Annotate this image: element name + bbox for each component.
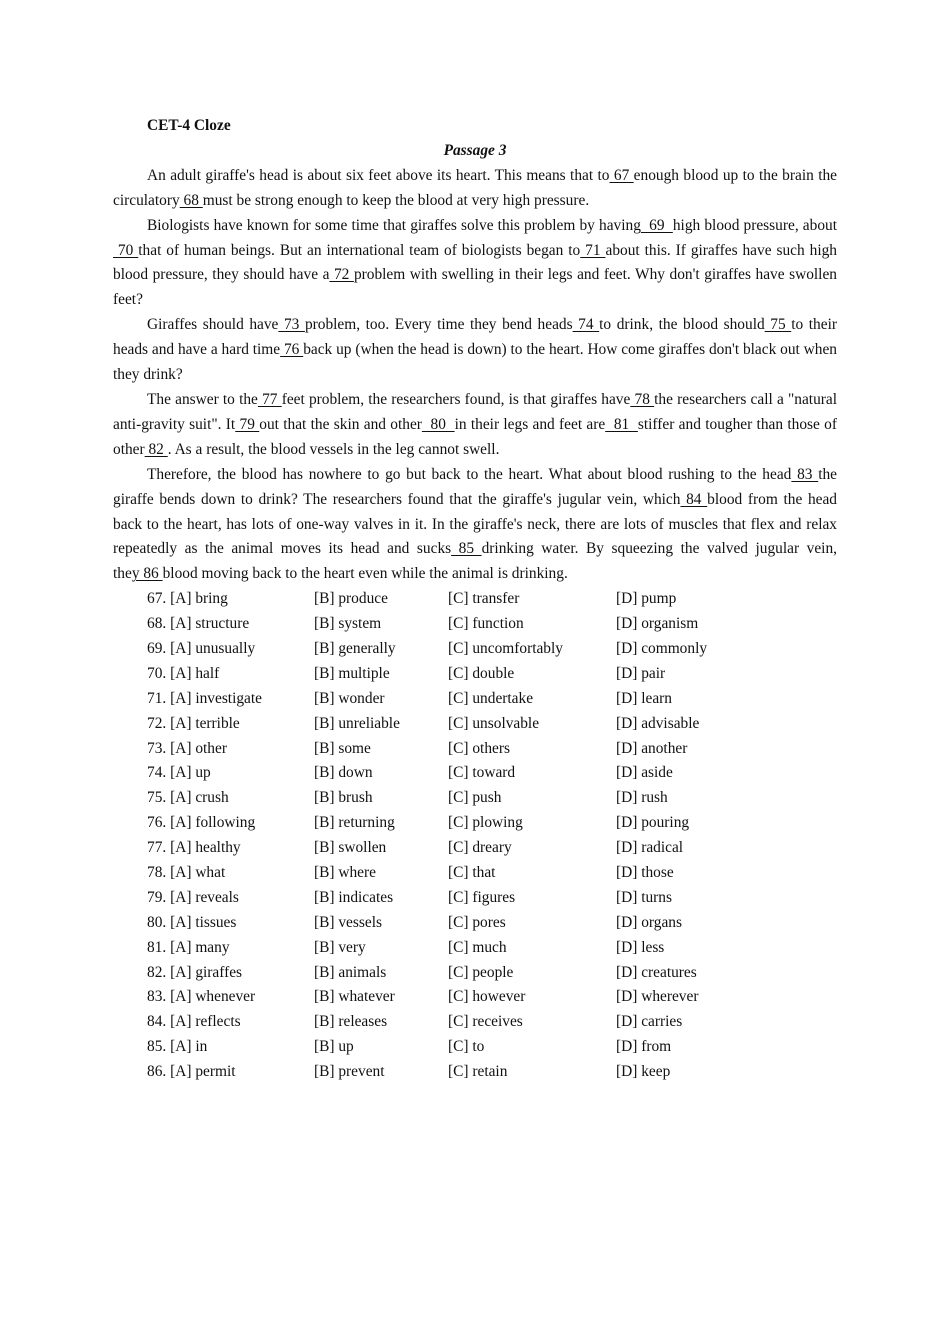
option-c: [C] others [448, 739, 510, 757]
option-d: [D] radical [616, 839, 684, 857]
option-b: [B] prevent [314, 1063, 385, 1081]
question-row [113, 886, 837, 911]
passage-text: The answer to the [147, 390, 258, 408]
option-b: [B] very [314, 938, 366, 956]
option-b: [B] unreliable [314, 714, 400, 732]
question-row [113, 612, 837, 637]
passage-text: high blood pressure, about [672, 216, 837, 234]
passage-text: about this. If giraffes have such high blood pressure, they should have a [113, 241, 837, 284]
blank-number: 69 [640, 216, 673, 234]
paragraph [113, 313, 837, 388]
option-a: [A] giraffes [170, 963, 243, 981]
option-b: [B] some [314, 739, 371, 757]
option-c: [C] transfer [448, 590, 520, 608]
option-a: [A] tissues [170, 913, 237, 931]
option-c: [C] receives [448, 1013, 523, 1031]
passage-text: blood from the head back to the heart, has lots of one-way valves in it. In the giraffe's neck, there are lots of muscles that flex and relax repeatedly as the animal moves its head and sucks [113, 490, 837, 558]
question-number: 78. [147, 864, 167, 882]
option-b: [B] system [314, 615, 382, 633]
blank-number: y 86 [131, 565, 163, 583]
question-number-and-option-a [113, 985, 314, 1010]
question-row [113, 737, 837, 762]
question-number: 69. [147, 640, 167, 657]
option-d: [D] carries [616, 1013, 683, 1031]
passage-text: problem, too. Every time they bend heads [304, 316, 573, 334]
passage-text: the giraffe bends down to drink? The researchers found that the giraffe's jugular vein, which [113, 465, 837, 508]
question-row [113, 687, 837, 712]
blank-number: 70 [113, 241, 139, 259]
option-b: [B] swollen [314, 839, 387, 857]
blank-number: 73 [278, 316, 305, 334]
option-d: [D] organs [616, 913, 682, 931]
question-number: 68. [147, 615, 167, 633]
option-c: [C] that [448, 864, 496, 882]
blank-number: 79 [235, 415, 260, 433]
paragraph [113, 463, 837, 588]
option-a: [A] what [170, 864, 226, 882]
option-d: [D] less [616, 938, 665, 956]
option-c: [C] toward [448, 764, 516, 782]
option-a: [A] in [170, 1038, 208, 1056]
question-row [113, 936, 837, 961]
question-row [113, 911, 837, 936]
passage-text: stiffer and tougher than those of other [113, 415, 838, 458]
option-d: [D] commonly [616, 640, 708, 657]
option-d: [D] rush [616, 789, 668, 807]
question-number: 81. [147, 938, 167, 956]
blank-number: 77 [257, 390, 282, 408]
question-row [113, 587, 837, 612]
question-number-and-option-a [113, 836, 314, 861]
blank-number: 67 [609, 166, 634, 184]
option-d: [D] another [616, 739, 688, 757]
question-row [113, 811, 837, 836]
question-number-and-option-a [113, 637, 314, 662]
question-number-and-option-a [113, 662, 314, 687]
question-number-and-option-a [113, 1010, 314, 1035]
passage-text: Therefore, the blood has nowhere to go but back to the heart. What about blood rushing to the head [147, 465, 792, 483]
option-d: [D] pouring [616, 814, 690, 832]
passage-text: Giraffes should have [147, 316, 279, 334]
option-c: [C] people [448, 963, 514, 981]
option-b: [B] vessels [314, 913, 382, 931]
question-number-and-option-a [113, 936, 314, 961]
blank-number: 84 [680, 490, 708, 508]
question-number: 75. [147, 789, 167, 807]
option-a: [A] structure [170, 615, 250, 633]
passage-text: to their heads and have a hard time [113, 316, 837, 359]
option-a: [A] terrible [170, 714, 240, 732]
option-a: [A] other [170, 739, 227, 757]
question-number: 83. [147, 988, 167, 1006]
question-number: 85. [147, 1038, 167, 1056]
option-c: [C] plowing [448, 814, 523, 832]
question-number-and-option-a [113, 861, 314, 886]
passage-text: . As a result, the blood vessels in the leg cannot swell. [167, 440, 500, 458]
passage-text: out that the skin and other [259, 415, 422, 433]
question-row [113, 761, 837, 786]
question-number: 73. [147, 739, 167, 757]
blank-number: 78 [630, 390, 655, 408]
passage-text: must be strong enough to keep the blood at very high pressure. [202, 191, 590, 209]
question-number-and-option-a [113, 886, 314, 911]
option-b: [B] produce [314, 590, 388, 608]
option-b: [B] whatever [314, 988, 395, 1006]
question-number: 80. [147, 913, 167, 931]
passage-text: Biologists have known for some time that giraffes solve this problem by having [147, 216, 641, 234]
blank-number: 71 [580, 241, 606, 259]
option-a: [A] healthy [170, 839, 241, 857]
option-c: [C] uncomfortably [448, 640, 563, 657]
option-c: [C] however [448, 988, 526, 1006]
question-row [113, 786, 837, 811]
option-d: [D] learn [616, 689, 672, 707]
option-c: [C] figures [448, 888, 516, 906]
option-b: [B] generally [314, 640, 396, 657]
question-row [113, 1035, 837, 1060]
passage-text: to drink, the blood should [599, 316, 765, 334]
question-number: 84. [147, 1013, 167, 1031]
option-a: [A] reveals [170, 888, 239, 906]
passage-text: An adult giraffe's head is about six feet above its heart. This means that to [147, 166, 610, 184]
option-c: [C] function [448, 615, 524, 633]
option-c: [C] dreary [448, 839, 512, 857]
question-row [113, 712, 837, 737]
question-number: 86. [147, 1063, 167, 1081]
passage-body [113, 164, 837, 587]
option-d: [D] pump [616, 590, 677, 608]
question-number: 70. [147, 664, 167, 682]
option-c: [C] pores [448, 913, 506, 931]
option-a: [A] crush [170, 789, 229, 807]
option-a: [A] reflects [170, 1013, 241, 1031]
option-c: [C] unsolvable [448, 714, 540, 732]
option-b: [B] where [314, 864, 376, 882]
blank-number: 75 [764, 316, 792, 334]
blank-number: 74 [572, 316, 600, 334]
question-number: 82. [147, 963, 167, 981]
option-a: [A] investigate [170, 689, 262, 707]
question-number-and-option-a [113, 712, 314, 737]
option-c: [C] push [448, 789, 502, 807]
blank-number: 82 [144, 440, 168, 458]
option-b: [B] multiple [314, 664, 390, 682]
passage-text: that of human beings. But an international team of biologists began to [138, 241, 581, 259]
passage-text: blood moving back to the heart even while the animal is drinking. [162, 565, 568, 583]
passage-text: in their legs and feet are [454, 415, 606, 433]
option-b: [B] wonder [314, 689, 385, 707]
blank-number: 80 [421, 415, 455, 433]
question-number: 67. [147, 590, 167, 608]
option-d: [D] pair [616, 664, 666, 682]
option-c: [C] much [448, 938, 507, 956]
option-d: [D] keep [616, 1063, 671, 1081]
document-content [113, 114, 837, 1085]
option-d: [D] advisable [616, 714, 700, 732]
question-number-and-option-a [113, 687, 314, 712]
question-number-and-option-a [113, 961, 314, 986]
passage-text: the researchers call a "natural anti-gravity suit". It [113, 390, 837, 433]
question-number: 79. [147, 888, 167, 906]
option-b: [B] animals [314, 963, 387, 981]
option-a: [A] whenever [170, 988, 256, 1006]
blank-number: 72 [329, 266, 354, 284]
question-number: 74. [147, 764, 167, 782]
question-number-and-option-a [113, 811, 314, 836]
passage-subtitle: Passage 3 [443, 141, 507, 159]
question-row [113, 961, 837, 986]
question-row [113, 836, 837, 861]
document-title: CET-4 Cloze [147, 117, 231, 134]
option-b: [B] up [314, 1038, 354, 1056]
option-a: [A] half [170, 664, 220, 682]
option-a: [A] unusually [170, 640, 256, 657]
option-d: [D] turns [616, 888, 672, 906]
option-c: [C] undertake [448, 689, 534, 707]
option-d: [D] creatures [616, 963, 697, 981]
question-number-and-option-a [113, 737, 314, 762]
option-d: [D] aside [616, 764, 673, 782]
question-number-and-option-a [113, 612, 314, 637]
option-a: [A] many [170, 938, 230, 956]
blank-number: 68 [179, 191, 203, 209]
question-number-and-option-a [113, 911, 314, 936]
option-d: [D] those [616, 864, 674, 882]
question-row [113, 1060, 837, 1085]
question-number: 77. [147, 839, 167, 857]
blank-number: 85 [451, 540, 482, 558]
option-b: [B] returning [314, 814, 395, 832]
option-a: [A] permit [170, 1063, 236, 1081]
paragraph [113, 214, 837, 314]
paragraph [113, 164, 837, 214]
question-row [113, 1010, 837, 1035]
question-list [113, 587, 837, 1085]
question-number: 76. [147, 814, 167, 832]
option-c: [C] retain [448, 1063, 508, 1081]
option-d: [D] wherever [616, 988, 699, 1006]
option-c: [C] double [448, 664, 515, 682]
question-row [113, 637, 837, 662]
question-number-and-option-a [113, 761, 314, 786]
question-row [113, 861, 837, 886]
passage-text: feet problem, the researchers found, is that giraffes have [281, 390, 631, 408]
paragraph [113, 388, 837, 463]
option-b: [B] down [314, 764, 373, 782]
option-d: [D] from [616, 1038, 672, 1056]
question-row [113, 662, 837, 687]
option-a: [A] up [170, 764, 211, 782]
blank-number: 83 [791, 465, 819, 483]
question-number-and-option-a [113, 1060, 314, 1085]
passage-text: back up (when the head is down) to the heart. How come giraffes don't black out when they drink? [113, 341, 837, 384]
passage-text: problem with swelling in their legs and feet. Why don't giraffes have swollen feet? [113, 266, 837, 309]
question-number: 72. [147, 714, 167, 732]
question-number-and-option-a [113, 1035, 314, 1060]
question-number: 71. [147, 689, 167, 707]
option-b: [B] releases [314, 1013, 388, 1031]
passage-text: enough blood up to the brain the circulatory [113, 166, 837, 209]
option-c: [C] to [448, 1038, 485, 1056]
blank-number: 81 [605, 415, 638, 433]
option-b: [B] brush [314, 789, 373, 807]
passage-text: drinking water. By squeezing the valved jugular vein, the [113, 540, 837, 583]
option-b: [B] indicates [314, 888, 394, 906]
option-d: [D] organism [616, 615, 699, 633]
question-number-and-option-a [113, 786, 314, 811]
option-a: [A] bring [170, 590, 228, 608]
question-number-and-option-a [113, 587, 314, 612]
option-a: [A] following [170, 814, 256, 832]
blank-number: 76 [280, 341, 304, 359]
question-row [113, 985, 837, 1010]
